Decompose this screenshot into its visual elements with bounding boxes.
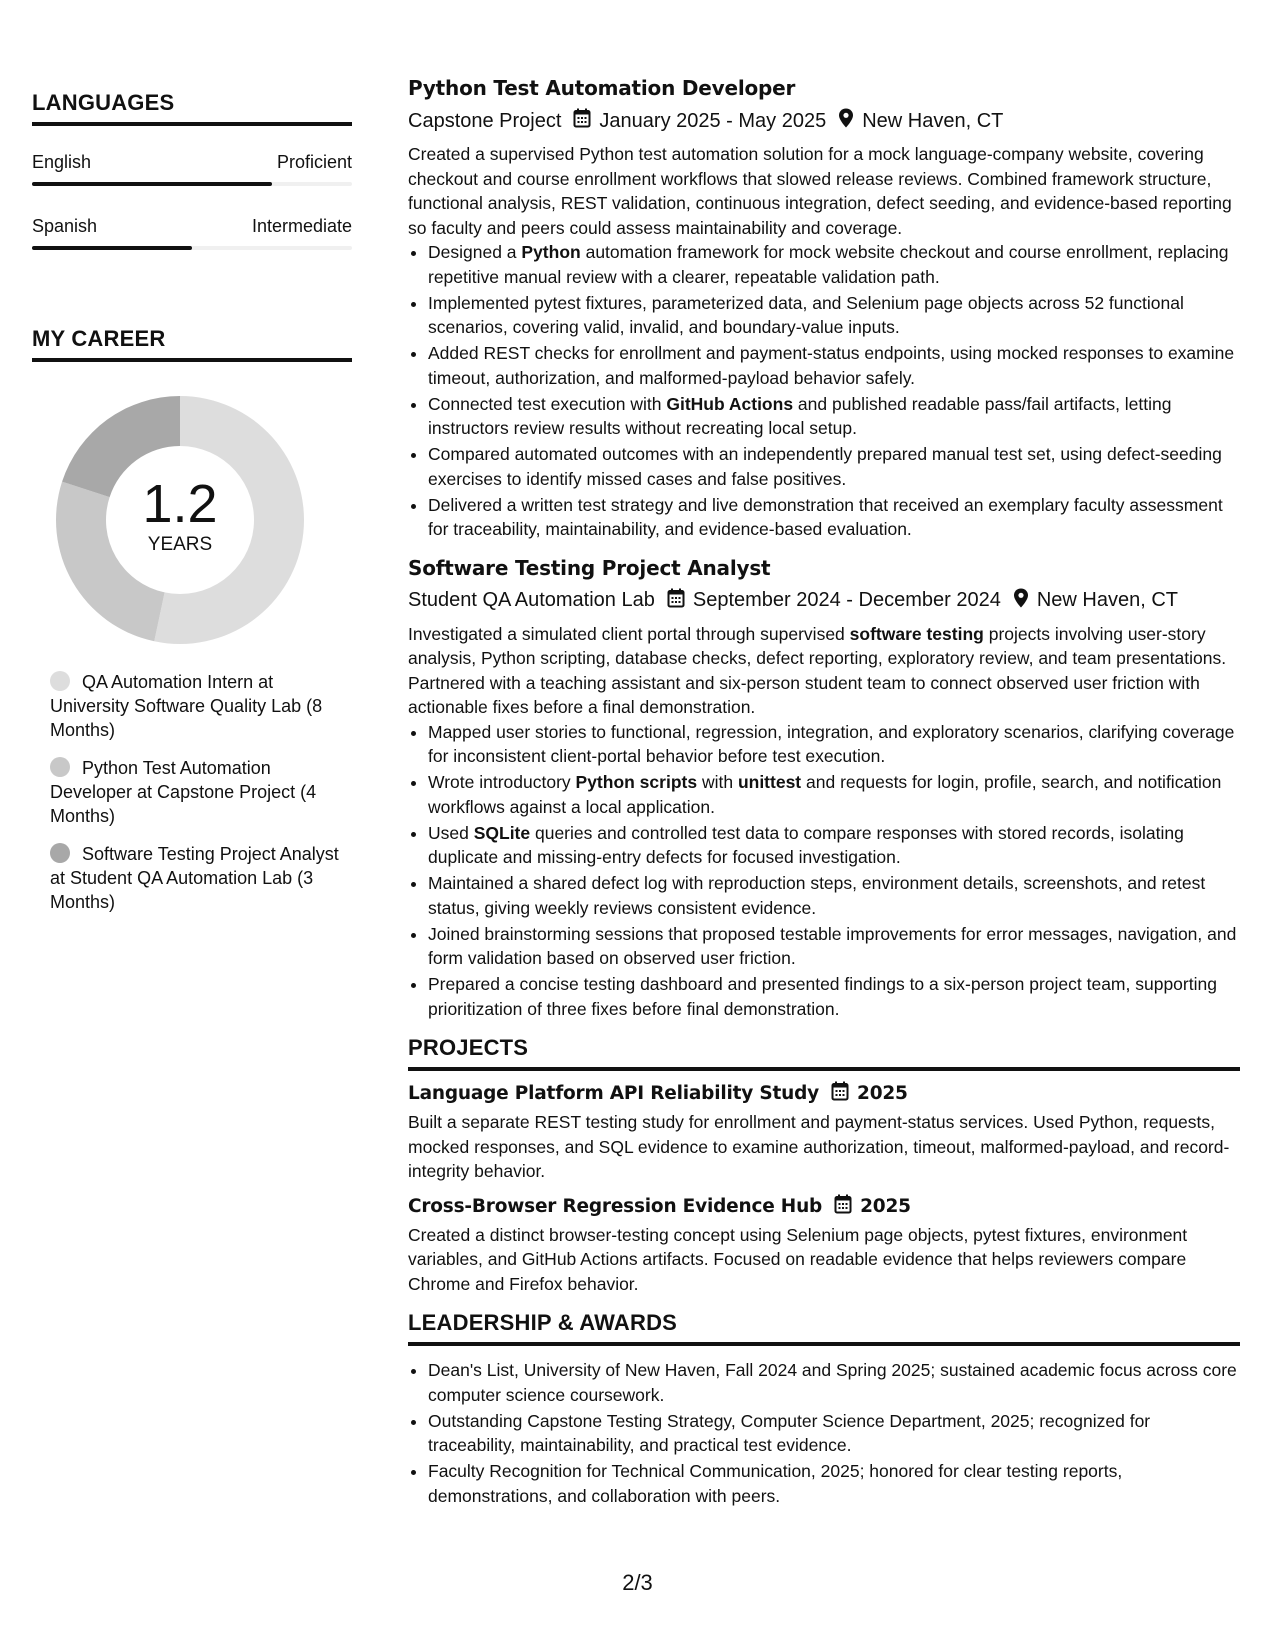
project-year: 2025: [857, 1083, 908, 1104]
calendar-icon: [831, 1081, 849, 1106]
job-bullet: • Prepared a concise testing dashboard and presented findings to a six-person project team, supporting prioritization of three fixes before final demonstration.: [428, 972, 1240, 1021]
awards-section: [408, 1310, 1240, 1508]
job-title: Software Testing Project Analyst: [408, 555, 771, 580]
job-summary: Investigated a simulated client portal through supervised software testing projects involving user-story analysis, Python scripting, database checks, defect reporting, exploratory review, and team presentations. Partnered with a teaching assistant and six-person student team to connect observed user friction with actionable fixes before a final demonstration.: [408, 623, 1227, 717]
job-bullets: [408, 720, 1240, 1022]
career-total-value: 1.2: [142, 474, 218, 534]
job-bullets: [408, 240, 1240, 542]
calendar-icon: [573, 108, 591, 134]
project-name: Language Platform API Reliability Study: [408, 1083, 820, 1104]
project-description: Built a separate REST testing study for enrollment and payment-status services. Used Python, requests, mocked responses, and SQL evidence to examine authorization, timeout, malformed-payload, and record-integrity behavior.: [408, 1112, 1230, 1181]
career-title: MY CAREER: [32, 326, 352, 362]
job-bullet: • Added REST checks for enrollment and payment-status endpoints, using mocked responses to examine timeout, authorization, and malformed-payload behavior safely.: [428, 341, 1240, 390]
project-entry: [408, 1194, 1240, 1297]
career-total-unit: YEARS: [147, 534, 213, 555]
award-item: • Dean's List, University of New Haven, Fall 2024 and Spring 2025; sustained academic focus across core computer science coursework.: [428, 1358, 1240, 1407]
legend-label: Python Test Automation Developer at Capstone Project (4 Months): [50, 758, 317, 826]
project-title-row: [408, 1194, 1240, 1219]
project-year: 2025: [860, 1195, 911, 1217]
job-organization: Student QA Automation Lab: [408, 589, 655, 611]
legend-label: QA Automation Intern at University Software Quality Lab (8 Months): [50, 672, 323, 740]
awards-title: LEADERSHIP & AWARDS: [408, 1310, 1240, 1346]
job-bullet: • Joined brainstorming sessions that proposed testable improvements for error messages, navigation, and form validation based on observed user friction.: [428, 922, 1240, 971]
language-name: English: [32, 152, 92, 172]
job-bullet: • Wrote introductory Python scripts with unittest and requests for login, profile, search, and notification workflows against a local application.: [428, 770, 1240, 819]
career-legend-item: [50, 756, 340, 828]
map-pin-icon: [1013, 588, 1029, 614]
job-bullet: • Used SQLite queries and controlled test data to compare responses with stored records, isolating duplicate and missing-entry defects for focused investigation.: [428, 821, 1240, 870]
experience-entry: [408, 76, 1240, 542]
job-meta: [408, 108, 1240, 134]
career-legend-item: [50, 670, 340, 742]
awards-list: [408, 1358, 1240, 1508]
job-location: New Haven, CT: [1036, 589, 1178, 611]
career-donut-chart: [56, 396, 304, 644]
legend-dot: [50, 757, 70, 777]
project-description: Created a distinct browser-testing concept using Selenium page objects, pytest fixtures, environment variables, and GitHub Actions artifacts. Focused on readable evidence that helps reviewers compare Chrome and Firefox behavior.: [408, 1224, 1188, 1294]
job-meta: [408, 588, 1240, 614]
job-bullet: • Compared automated outcomes with an independently prepared manual test set, using defect-seeding exercises to identify missed cases and false positives.: [428, 442, 1240, 491]
job-dates: January 2025 - May 2025: [599, 109, 827, 132]
calendar-icon: [834, 1194, 852, 1219]
job-summary: Created a supervised Python test automation solution for a mock language-company website, covering checkout and course enrollment workflows that slowed release reviews. Combined framework structure, functional analysis, REST validation, continuous integration, defect seeding, and evidence-based reporting so faculty and peers could assess maintainability and coverage.: [408, 144, 1232, 238]
projects-title: PROJECTS: [408, 1035, 1240, 1071]
projects-section: [408, 1035, 1240, 1296]
project-title-row: [408, 1081, 1240, 1106]
award-item: • Outstanding Capstone Testing Strategy, Computer Science Department, 2025; recognized for traceability, maintainability, and practical test evidence.: [428, 1409, 1240, 1458]
language-item: [32, 216, 352, 250]
language-level-bar: [32, 182, 352, 186]
job-bullet: • Connected test execution with GitHub Actions and published readable pass/fail artifacts, letting instructors review results without recreating local setup.: [428, 392, 1240, 441]
job-bullet: • Implemented pytest fixtures, parameterized data, and Selenium page objects across 52 functional scenarios, covering valid, invalid, and boundary-value inputs.: [428, 291, 1240, 340]
languages-title: LANGUAGES: [32, 90, 352, 126]
project-entry: [408, 1081, 1240, 1184]
language-level-bar: [32, 246, 352, 250]
job-dates: September 2024 - December 2024: [692, 589, 1001, 611]
language-item: [32, 152, 352, 186]
award-item: • Faculty Recognition for Technical Communication, 2025; honored for clear testing reports, demonstrations, and collaboration with peers.: [428, 1459, 1240, 1508]
career-legend-item: [50, 842, 340, 914]
job-title: Python Test Automation Developer: [408, 76, 796, 100]
language-level: Proficient: [276, 152, 352, 172]
project-name: Cross-Browser Regression Evidence Hub: [408, 1195, 823, 1217]
job-location: New Haven, CT: [862, 109, 1004, 132]
map-pin-icon: [838, 108, 854, 134]
job-bullet: • Mapped user stories to functional, regression, integration, and exploratory scenarios, clarifying coverage for inconsistent client-portal behavior before test execution.: [428, 720, 1240, 769]
career-section: [32, 326, 352, 914]
language-level-fill: [32, 182, 272, 186]
job-bullet: • Designed a Python automation framework for mock website checkout and course enrollment, replacing repetitive manual review with a clearer, repeatable validation path.: [428, 240, 1240, 289]
experience-entry: [408, 556, 1240, 1022]
calendar-icon: [667, 588, 685, 614]
page-number: 2/3: [622, 1570, 653, 1595]
legend-label: Software Testing Project Analyst at Student QA Automation Lab (3 Months): [50, 844, 339, 912]
job-bullet: • Maintained a shared defect log with reproduction steps, environment details, screenshots, and retest status, giving weekly reviews consistent evidence.: [428, 871, 1240, 920]
language-level-fill: [32, 246, 192, 250]
language-name: Spanish: [32, 216, 98, 236]
job-organization: Capstone Project: [408, 109, 562, 132]
sidebar: [32, 90, 352, 928]
job-bullet: • Delivered a written test strategy and live demonstration that received an exemplary faculty assessment for traceability, maintainability, and evidence-based evaluation.: [428, 493, 1240, 542]
main-content: [408, 76, 1240, 1510]
language-level: Intermediate: [251, 216, 352, 236]
legend-dot: [50, 843, 70, 863]
legend-dot: [50, 671, 70, 691]
career-legend: [50, 670, 340, 914]
